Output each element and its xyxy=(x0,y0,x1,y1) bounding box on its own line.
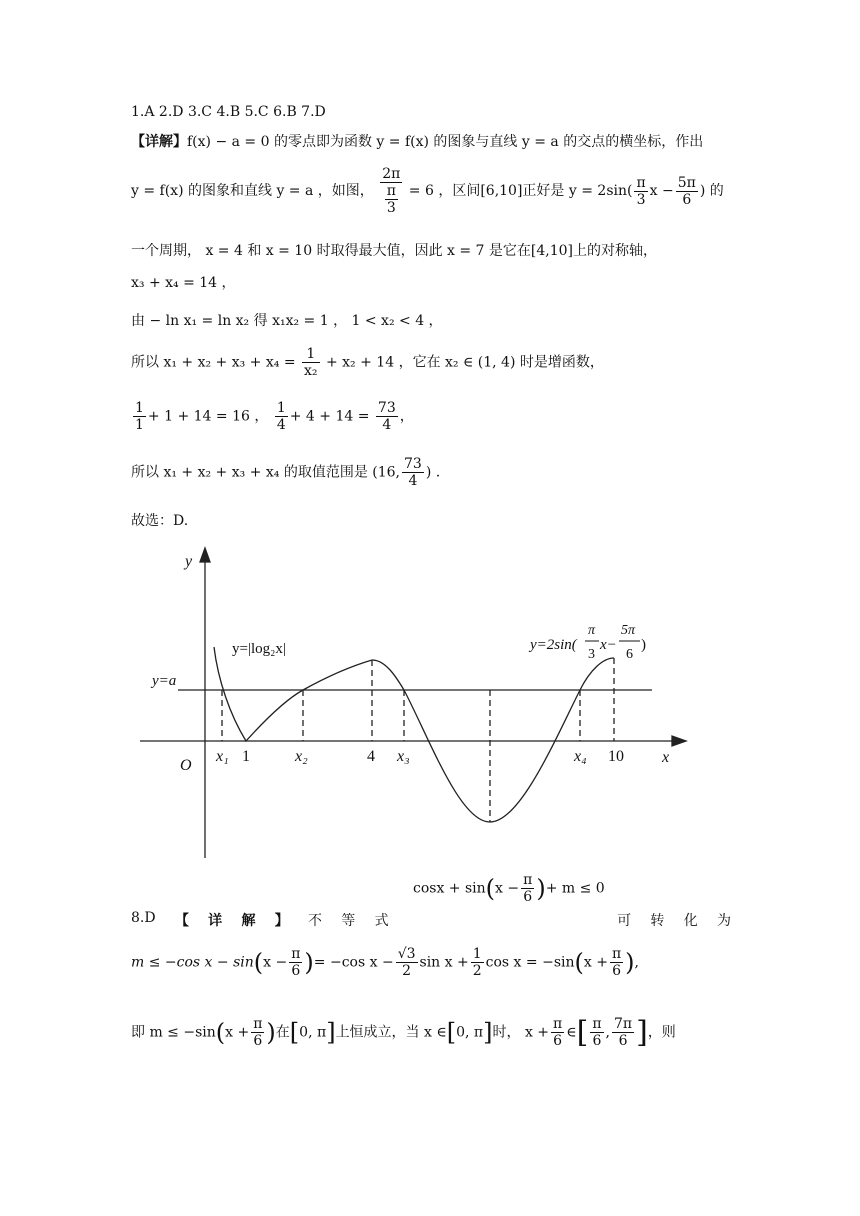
q8-l2-frac2-num: π xyxy=(611,946,622,962)
p8-frac-num: 73 xyxy=(404,456,422,472)
q8-top-post: + m ≤ 0 xyxy=(545,880,605,897)
p2-f2-num: 5π xyxy=(677,174,696,191)
detail-line-6 xyxy=(131,346,604,379)
period-inner-num: π xyxy=(386,183,396,199)
q8-l2-half-frac xyxy=(471,946,484,979)
period-inner-den: 3 xyxy=(386,200,396,216)
p7-frac-a xyxy=(133,400,146,433)
p6-frac-num: 1 xyxy=(302,346,320,363)
q8-l3-r2-den: 6 xyxy=(618,1033,628,1049)
detail-line-1 xyxy=(131,131,703,151)
q8-l3-mid2: 上恒成立，当 x ∈ xyxy=(335,1024,447,1041)
q8-l2-sqrt-num: √3 xyxy=(397,946,416,962)
q8-l3-frac-den: 6 xyxy=(253,1033,263,1049)
period-fraction xyxy=(380,166,402,216)
q8-l3-frac2-den: 6 xyxy=(553,1033,563,1049)
tick-x2: x₂ xyxy=(295,748,308,765)
x-axis-arrow-icon xyxy=(672,736,686,746)
q8-head xyxy=(131,910,731,930)
p8-frac-den: 4 xyxy=(408,473,418,489)
p7-c-num: 73 xyxy=(377,400,396,416)
p2-post: ) 的 xyxy=(699,183,724,199)
q8-number: 8.D xyxy=(131,910,156,926)
p2-frac-2 xyxy=(676,175,698,208)
q8-l2-x2: x + xyxy=(583,954,608,971)
q8-l3-interval: 0, π xyxy=(299,1024,327,1041)
x-axis-label: x xyxy=(662,749,670,766)
q8-char: 可 xyxy=(617,913,632,929)
p7-a-num: 1 xyxy=(135,400,144,416)
tick-x3: x₃ xyxy=(397,748,410,765)
q8-l3-in: ∈ xyxy=(566,1024,577,1041)
q8-l3-frac-num: π xyxy=(253,1016,263,1032)
q8-l2-frac2 xyxy=(610,946,623,979)
function-graph-figure xyxy=(0,540,860,880)
q8-char: 式 xyxy=(374,913,389,929)
p6-pre: 所以 x₁ + x₂ + x₃ + x₄ = xyxy=(131,354,296,371)
sin-f2-num: 5π xyxy=(621,623,636,638)
q8-l2-x: x − xyxy=(263,954,288,971)
q8-l3-mid: 在 xyxy=(275,1024,290,1041)
origin-label: O xyxy=(180,757,192,774)
period-frac-den xyxy=(380,183,402,216)
detail-line-7 xyxy=(131,400,414,433)
sin-f2-den: 6 xyxy=(626,647,633,662)
answers-line: 1.A 2.D 3.C 4.B 5.C 6.B 7.D xyxy=(131,104,326,120)
q8-top-x: x − xyxy=(495,880,520,897)
detail-line-5: 由 − ln x₁ = ln x₂ 得 x₁x₂ = 1 ， 1 < x₂ < 4 ， xyxy=(131,313,443,329)
q8-l2-mid2: sin x + xyxy=(419,954,469,971)
q8-l3-range-lo xyxy=(590,1016,603,1049)
y-axis-label: y xyxy=(185,553,193,570)
q8-top-frac-num: π xyxy=(523,872,533,888)
p7-b-num: 1 xyxy=(276,400,286,416)
q8-l3-post: ，则 xyxy=(647,1024,676,1041)
sin-f1-den: 3 xyxy=(588,647,595,662)
period-frac-num: 2π xyxy=(382,166,401,182)
q8-l3-r2-num: 7π xyxy=(613,1016,633,1032)
log-curve xyxy=(214,647,372,741)
q8-l3-frac xyxy=(251,1016,264,1049)
q8-l3-pre: 即 m ≤ −sin xyxy=(131,1024,216,1041)
ya-label: y=a xyxy=(152,673,177,689)
q8-l2-frac-den: 6 xyxy=(291,963,301,979)
q8-l2-frac-num: π xyxy=(291,946,301,962)
q8-char: 转 xyxy=(650,913,665,929)
tick-1: 1 xyxy=(242,748,250,765)
sin-label-pre: y=2sin( xyxy=(530,637,577,653)
detail-line-4: x₃ + x₄ = 14 ， xyxy=(131,275,236,291)
q8-l3-r1-den: 6 xyxy=(592,1033,602,1049)
q8-top-expr: cosx + sin(x − $\frac{\pi}{6}$ )+ m ≤ 0 xyxy=(413,872,605,905)
q8-l2-mid: = −cos x − xyxy=(313,954,394,971)
q8-l2-half-num: 1 xyxy=(472,946,482,962)
p2-x: x − xyxy=(649,183,674,199)
tick-10: 10 xyxy=(608,748,624,765)
q8-line-3: 即 m ≤ −sin(x + $\frac{\pi}{6}$ )在[0, π]上恒成立，当 x ∈[0, π]时， x + $\frac{\pi}{6}$ ∈[ $\frac{\pi}{6}$ , $\frac{7\pi}{6}$ ]，则 xyxy=(131,1015,676,1050)
sine-curve xyxy=(372,658,614,822)
p2-f2-den: 6 xyxy=(682,191,692,208)
tick-x1: x₁ xyxy=(216,748,229,765)
sin-f1-num: π xyxy=(588,623,596,638)
y-axis-arrow-icon xyxy=(200,548,210,562)
p6-post: + x₂ + 14 ，它在 x₂ ∈ (1, 4) 时是增函数， xyxy=(325,354,604,371)
q8-top-frac-den: 6 xyxy=(523,889,533,905)
sin-label-x: x− xyxy=(600,637,617,653)
log-label: y=|log₂x| xyxy=(232,641,286,657)
p7-a-post: + 1 + 14 = 16 ， xyxy=(147,408,269,425)
q8-l2-half-den: 2 xyxy=(472,963,482,979)
p7-c-post: ， xyxy=(399,408,414,425)
tick-x4: x₄ xyxy=(574,748,587,765)
p7-frac-c xyxy=(376,400,398,433)
detail-line-3: 一个周期， x = 4 和 x = 10 时取得最大值，因此 x = 7 是它在[4,10]上的对称轴， xyxy=(131,243,658,259)
q8-line-2: m ≤ −cos x − sin(x − $\frac{\pi}{6}$ )= −cos x − $\frac{√3}{2}$ sin x + $\frac{1}{2}$ cos x = −sin(x + $\frac{\pi}{6}$ ), xyxy=(131,946,639,979)
q8-char: 等 xyxy=(341,913,356,929)
p7-c-den: 4 xyxy=(382,417,392,433)
detail-line-2 xyxy=(131,166,724,216)
p8-frac xyxy=(402,456,424,489)
p7-a-den: 1 xyxy=(135,417,144,433)
p2-mid: = 6 ，区间[6,10]正好是 y = 2sin( xyxy=(408,183,633,199)
p2-frac-1 xyxy=(634,175,647,208)
p6-frac xyxy=(302,346,320,379)
q8-char: 解 xyxy=(241,913,256,929)
q8-bracket-close: 】 xyxy=(274,913,289,929)
p8-post: ) . xyxy=(425,464,441,481)
q8-l3-frac2-num: π xyxy=(553,1016,563,1032)
q8-char: 不 xyxy=(308,913,322,929)
q8-l2-frac2-den: 6 xyxy=(612,963,622,979)
detail-label: 【详解】 xyxy=(131,134,187,150)
p7-frac-b xyxy=(275,400,288,433)
q8-l2-mid3: cos x = −sin xyxy=(485,954,575,971)
detail-line-9: 故选：D. xyxy=(131,513,189,529)
q8-l2-sqrt-frac xyxy=(396,946,418,979)
q8-top-frac xyxy=(521,872,534,905)
p6-frac-den: x₂ xyxy=(304,363,318,379)
q8-char: 化 xyxy=(683,913,698,929)
q8-l3-range-hi xyxy=(612,1016,634,1049)
p2-pre: y = f(x) 的图象和直线 y = a ，如图， xyxy=(131,183,374,199)
p7-b-mid: + 4 + 14 = xyxy=(289,408,370,425)
p2-f1-den: 3 xyxy=(636,191,646,208)
p8-pre: 所以 x₁ + x₂ + x₃ + x₄ 的取值范围是 (16, xyxy=(131,464,401,481)
q8-bracket-open: 【 xyxy=(174,913,189,929)
q8-l2-post: , xyxy=(634,954,639,971)
detail-line-8 xyxy=(131,456,440,489)
q8-char: 为 xyxy=(716,913,731,929)
q8-l3-interval2: 0, π xyxy=(456,1024,484,1041)
q8-l3-r1-num: π xyxy=(592,1016,602,1032)
detail-text-1: f(x) − a = 0 的零点即为函数 y = f(x) 的图象与直线 y = a 的交点的横坐标，作出 xyxy=(187,134,704,150)
q8-l3-frac2 xyxy=(551,1016,564,1049)
tick-4: 4 xyxy=(367,748,375,765)
q8-top-pre: cosx + sin xyxy=(413,880,486,897)
q8-char: 详 xyxy=(208,913,223,929)
q8-l3-mid3: 时， x + xyxy=(492,1024,550,1041)
q8-l3-x: x + xyxy=(225,1024,250,1041)
p2-f1-num: π xyxy=(636,174,646,191)
q8-l2-frac xyxy=(289,946,302,979)
q8-l2-pre: m ≤ −cos x − sin xyxy=(131,954,254,971)
q8-l2-sqrt-den: 2 xyxy=(402,963,412,979)
p7-b-den: 4 xyxy=(276,417,286,433)
sin-label-post: ) xyxy=(641,637,646,653)
